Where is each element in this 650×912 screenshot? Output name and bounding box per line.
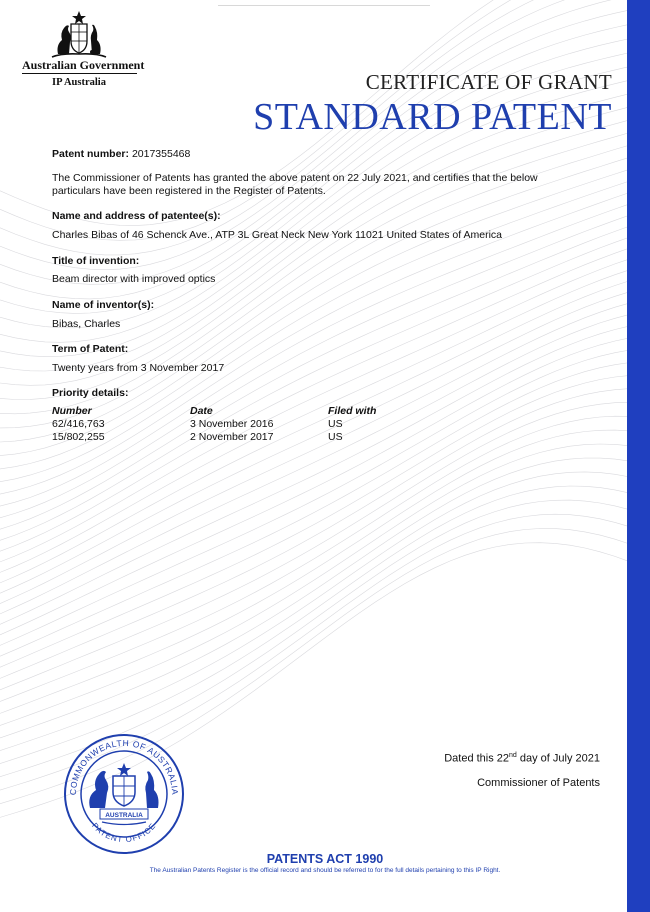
patentee-value: Charles Bibas of 46 Schenck Ave., ATP 3L Great Neck New York 11021 United States of America [52, 229, 502, 241]
seal-bottom-text: PATENT OFFICE [90, 821, 158, 845]
top-tab-strip [218, 0, 430, 6]
term-value: Twenty years from 3 November 2017 [52, 362, 225, 374]
priority-header-filed-with: Filed with [328, 405, 377, 417]
certificate-title: CERTIFICATE OF GRANT [365, 70, 612, 94]
background-wave-line [0, 416, 630, 701]
seal-banner-text: AUSTRALIA [105, 812, 143, 819]
priority-header-date: Date [190, 405, 213, 417]
priority-row-1-filed-with: US [328, 418, 343, 430]
register-note: The Australian Patents Register is the official record and should be referred to for the full details pertaining to this IP Right. [149, 867, 501, 874]
background-wave-line [0, 472, 630, 751]
inventor-value: Bibas, Charles [52, 318, 121, 330]
title-label: Title of invention: [52, 255, 140, 267]
patent-number-label: Patent number: [52, 148, 130, 160]
term-label: Term of Patent: [52, 343, 129, 355]
priority-row-2-date: 2 November 2017 [190, 431, 274, 443]
commonwealth-coat-of-arms-icon [48, 10, 110, 60]
background-wave-line [0, 486, 630, 764]
background-wave-line [0, 338, 630, 635]
patent-office-seal-icon [62, 732, 186, 856]
right-accent-bar [627, 0, 650, 912]
inventor-label: Name of inventor(s): [52, 299, 155, 311]
title-value: Beam director with improved optics [52, 273, 216, 285]
dated-ordinal: nd [509, 752, 517, 759]
priority-row-2-filed-with: US [328, 431, 343, 443]
seal-ring-text: COMMONWEALTH OF AUSTRALIA [67, 737, 181, 796]
background-wave-line [0, 402, 630, 690]
government-name: Australian Government [22, 58, 145, 72]
dated-suffix: day of July 2021 [516, 752, 600, 765]
background-wave-line [0, 430, 630, 713]
dated-prefix: Dated this 22 [444, 752, 510, 765]
priority-row-2-number: 15/802,255 [52, 431, 105, 443]
patents-act: PATENTS ACT 1990 [266, 852, 384, 866]
priority-header-number: Number [52, 405, 92, 417]
priority-row-1-number: 62/416,763 [52, 418, 105, 430]
certificate-type: STANDARD PATENT [253, 96, 612, 138]
grant-statement: The Commissioner of Patents has granted the above patent on 22 July 2021, and certifies that the below particulars have been registered in the Register of Patents. [52, 172, 538, 197]
priority-label: Priority details: [52, 387, 129, 399]
agency-name: IP Australia [52, 77, 106, 88]
patentee-label: Name and address of patentee(s): [52, 210, 221, 222]
patent-number-value: 2017355468 [131, 148, 191, 160]
background-wave-line [0, 444, 630, 726]
priority-row-1-date: 3 November 2016 [190, 418, 274, 430]
commissioner-title: Commissioner of Patents [477, 777, 600, 789]
dated-line [444, 752, 600, 765]
patent-number-line [52, 148, 190, 161]
background-wave-line [0, 226, 630, 529]
divider [22, 73, 137, 74]
background-wave-line [0, 363, 630, 657]
